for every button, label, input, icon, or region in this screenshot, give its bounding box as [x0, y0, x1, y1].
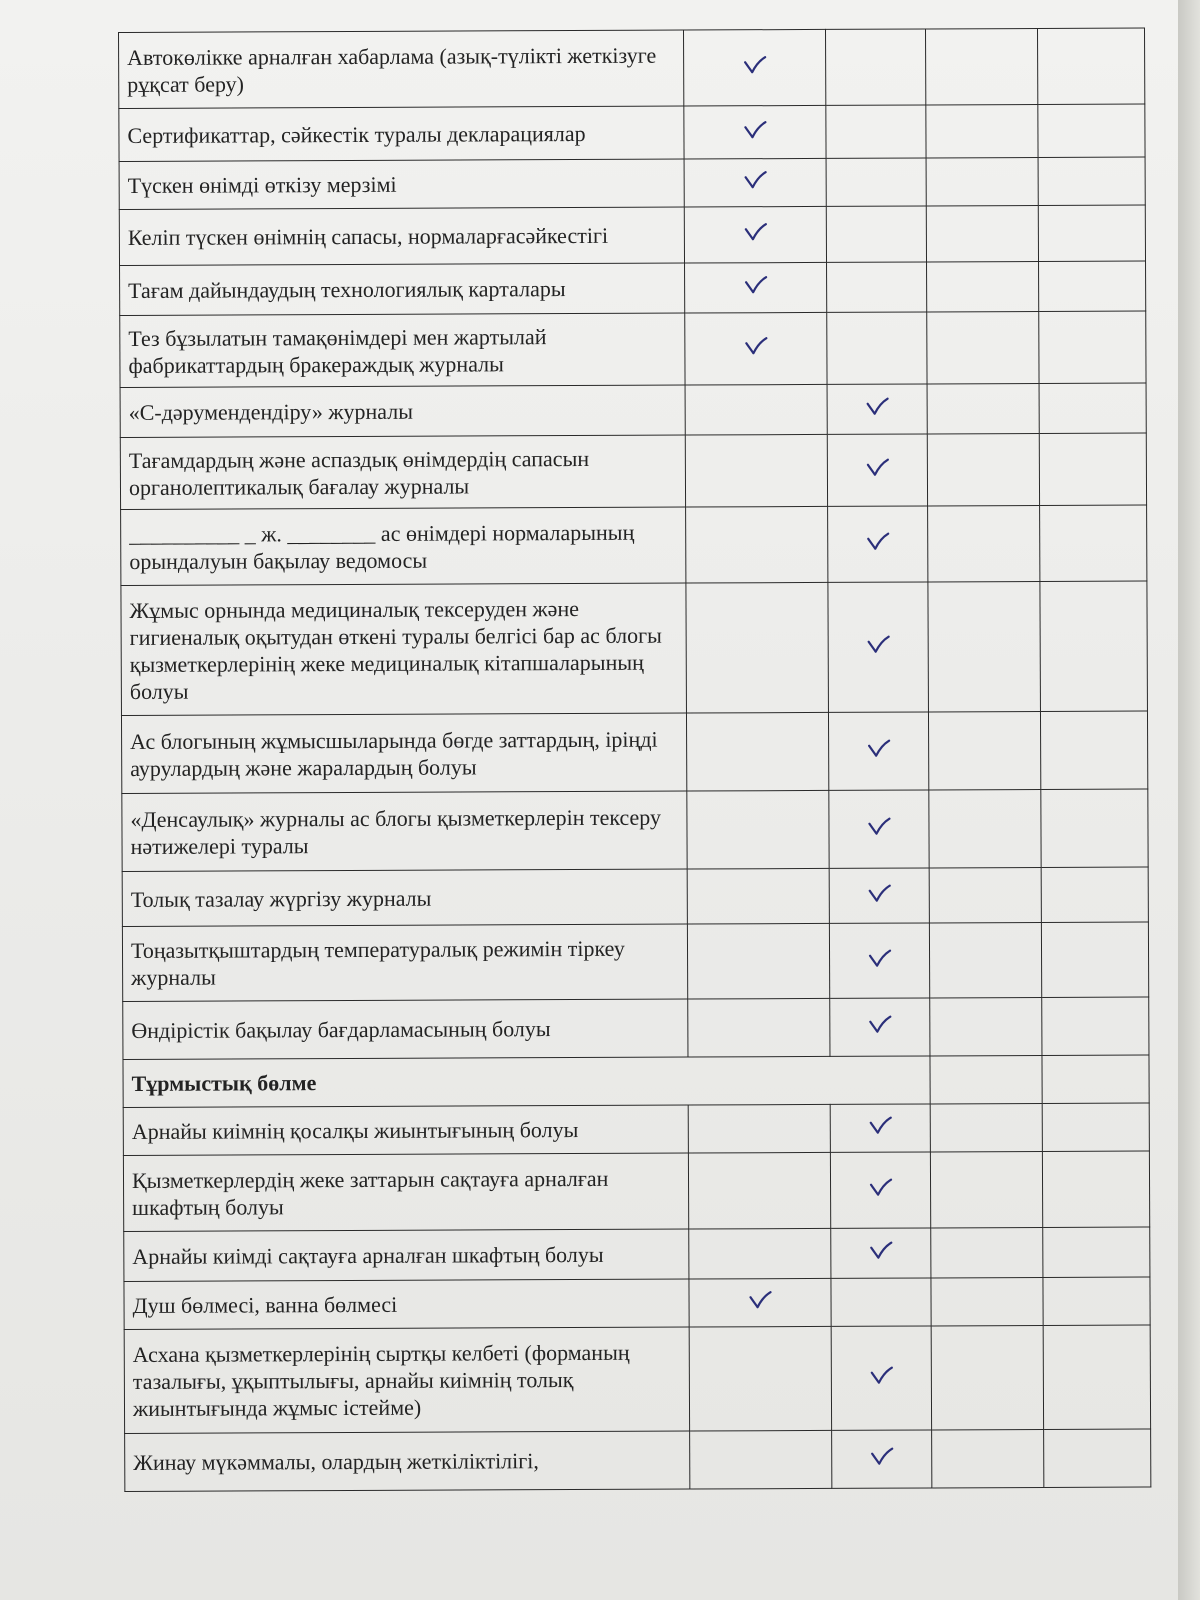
- mark-cell-col-3: [930, 1151, 1042, 1227]
- mark-cell-col-4: [1038, 157, 1145, 205]
- mark-cell-col-2: [831, 1228, 931, 1278]
- mark-cell-col-4: [1040, 505, 1147, 581]
- checklist-item-text: Арнайы киімнің қосалқы жиынтығының болуы: [123, 1105, 688, 1155]
- checklist-item-text: Толық тазалау жүргізу журналы: [122, 869, 687, 926]
- table-row: [124, 1227, 1150, 1281]
- mark-cell-col-2: [829, 923, 929, 998]
- mark-cell-col-3: [926, 205, 1038, 261]
- checkmark-icon: [868, 1116, 892, 1136]
- table-row: [120, 311, 1146, 387]
- checkmark-icon: [868, 1015, 892, 1035]
- checklist-item-text: Тез бұзылатын тамақөнімдері мен жартылай фабрикаттардың бракераждық журналы: [120, 313, 685, 387]
- mark-cell-col-2: [829, 790, 929, 868]
- mark-cell-col-2: [825, 29, 925, 105]
- mark-cell-col-1: [690, 1430, 832, 1489]
- checklist-item-text: Сертификаттар, сәйкестік туралы декларациялар: [119, 106, 684, 161]
- mark-cell-col-3: [932, 1429, 1044, 1487]
- page-edge: [1178, 0, 1200, 1600]
- mark-cell-col-1: [685, 262, 827, 313]
- mark-cell-col-2: [830, 998, 930, 1056]
- checkmark-icon: [868, 948, 892, 968]
- checklist-item-text: Тағамдардың және аспаздық өнімдердің сапасын органолептикалық бағалау журналы: [120, 435, 685, 509]
- mark-cell-col-4: [1041, 867, 1148, 922]
- mark-cell-col-3: [929, 922, 1041, 997]
- mark-cell-col-3: [928, 505, 1040, 581]
- mark-cell-col-2: [827, 384, 927, 434]
- checkmark-icon: [869, 1178, 893, 1198]
- section-row: [123, 1055, 1149, 1107]
- mark-cell-col-2: [826, 105, 926, 158]
- mark-cell-col-4: [1042, 1151, 1149, 1227]
- empty-cell: [930, 1055, 1042, 1103]
- mark-cell-col-2: [830, 1104, 930, 1152]
- mark-cell-col-2: [830, 1152, 930, 1228]
- mark-cell-col-1: [686, 506, 828, 583]
- mark-cell-col-3: [929, 789, 1041, 867]
- table-row: [123, 1103, 1149, 1155]
- mark-cell-col-1: [685, 434, 827, 507]
- table-row: [122, 922, 1148, 1001]
- mark-cell-col-1: [684, 158, 826, 207]
- mark-cell-col-4: [1040, 581, 1148, 711]
- table-row: [119, 28, 1145, 108]
- checkmark-icon: [869, 1241, 893, 1261]
- checkmark-icon: [869, 1366, 893, 1386]
- checkmark-icon: [748, 1290, 772, 1310]
- checkmark-icon: [866, 635, 890, 655]
- checkmark-icon: [866, 532, 890, 552]
- mark-cell-col-1: [687, 868, 829, 924]
- table-row: [121, 505, 1147, 585]
- checklist-item-text: Жинау мүкәммалы, олардың жеткіліктілігі,: [125, 1431, 690, 1491]
- mark-cell-col-1: [689, 1228, 831, 1279]
- mark-cell-col-3: [930, 1103, 1042, 1151]
- mark-cell-col-3: [927, 311, 1039, 383]
- mark-cell-col-3: [927, 433, 1039, 505]
- checkmark-icon: [870, 1447, 894, 1467]
- checklist-item-text: Ас блогының жұмысшыларында бөгде заттардың, іріңді аурулардың және жаралардың болуы: [121, 713, 686, 793]
- checkmark-icon: [867, 883, 891, 903]
- mark-cell-col-1: [684, 206, 826, 263]
- mark-cell-col-4: [1042, 1103, 1149, 1151]
- mark-cell-col-1: [688, 1152, 830, 1229]
- mark-cell-col-4: [1039, 261, 1146, 311]
- table-row: [124, 1325, 1150, 1433]
- checklist-item-text: Қызметкерлердің жеке заттарын сақтауға арналған шкафтың болуы: [123, 1153, 688, 1231]
- table-row: [120, 433, 1146, 509]
- mark-cell-col-2: [829, 868, 929, 923]
- checklist-item-text: Тағам дайындаудың технологиялық карталары: [120, 263, 685, 315]
- table-row: [119, 205, 1145, 265]
- table-row: [124, 1277, 1150, 1329]
- mark-cell-col-4: [1043, 1325, 1150, 1429]
- mark-cell-col-1: [686, 582, 829, 713]
- mark-cell-col-3: [931, 1227, 1043, 1277]
- table-row: [119, 104, 1145, 161]
- empty-cell: [1042, 1055, 1149, 1103]
- mark-cell-col-4: [1038, 205, 1145, 261]
- mark-cell-col-4: [1038, 104, 1145, 157]
- checklist-item-text: Асхана қызметкерлерінің сыртқы келбеті (форманың тазалығы, ұқыптылығы, арнайы киімнің толық жиынтығында жұмыс істейме): [124, 1327, 689, 1433]
- mark-cell-col-2: [827, 312, 927, 384]
- checklist-item-text: Жұмыс орнында медициналық тексеруден және гигиеналық оқытудан өткені туралы белгісі бар ас блогы қызметкерлерінің жеке медициналық кітапшаларының болуы: [121, 583, 687, 715]
- mark-cell-col-4: [1043, 1277, 1150, 1325]
- mark-cell-col-3: [927, 261, 1039, 311]
- mark-cell-col-3: [927, 383, 1039, 433]
- mark-cell-col-3: [930, 997, 1042, 1055]
- mark-cell-col-3: [928, 711, 1040, 789]
- checklist-item-text: Өндірістік бақылау бағдарламасының болуы: [123, 999, 688, 1059]
- mark-cell-col-1: [685, 384, 827, 435]
- mark-cell-col-4: [1039, 311, 1146, 383]
- mark-cell-col-2: [828, 712, 928, 790]
- checkmark-icon: [867, 739, 891, 759]
- mark-cell-col-4: [1037, 28, 1144, 104]
- mark-cell-col-4: [1041, 922, 1148, 997]
- mark-cell-col-3: [929, 867, 1041, 922]
- checkmark-icon: [744, 275, 768, 295]
- mark-cell-col-4: [1040, 711, 1147, 789]
- section-title: Тұрмыстық бөлме: [123, 1056, 930, 1108]
- checklist-item-text: Тоңазытқыштардың температуралық режимін тіркеу журналы: [122, 924, 687, 1001]
- mark-cell-col-1: [688, 1104, 830, 1153]
- mark-cell-col-1: [686, 712, 828, 791]
- table-row: [123, 1151, 1149, 1231]
- mark-cell-col-3: [926, 157, 1038, 205]
- table-row: [119, 157, 1145, 209]
- mark-cell-col-3: [925, 28, 1037, 104]
- checklist-item-text: «Денсаулық» журналы ас блогы қызметкерлерін тексеру нәтижелері туралы: [122, 791, 687, 871]
- table-row: [122, 789, 1148, 871]
- checkmark-icon: [743, 120, 767, 140]
- checklist-item-text: Арнайы киімді сақтауға арналған шкафтың болуы: [124, 1229, 689, 1281]
- checklist-item-text: Душ бөлмесі, ванна бөлмесі: [124, 1279, 689, 1329]
- table-row: [121, 581, 1148, 715]
- checkmark-icon: [865, 458, 889, 478]
- checkmark-icon: [744, 336, 768, 356]
- mark-cell-col-1: [689, 1326, 831, 1431]
- checklist-body: [119, 28, 1151, 1491]
- checklist-item-text: «С-дәрумендендіру» журналы: [120, 385, 685, 437]
- mark-cell-col-2: [826, 206, 926, 262]
- checklist-item-text: Түскен өнімді өткізу мерзімі: [119, 159, 684, 209]
- mark-cell-col-1: [689, 1278, 831, 1327]
- mark-cell-col-2: [831, 1278, 931, 1326]
- mark-cell-col-1: [683, 29, 825, 106]
- table-row: [121, 711, 1147, 793]
- mark-cell-col-4: [1041, 789, 1148, 867]
- checkmark-icon: [743, 55, 767, 75]
- mark-cell-col-4: [1039, 433, 1146, 505]
- checklist-item-text: Автокөлікке арналған хабарлама (азық-түлікті жеткізуге рұқсат беру): [119, 30, 684, 108]
- checkmark-icon: [743, 222, 767, 242]
- mark-cell-col-3: [931, 1325, 1043, 1429]
- mark-cell-col-3: [926, 104, 1038, 157]
- table-row: [125, 1429, 1151, 1491]
- checkmark-icon: [743, 170, 767, 190]
- mark-cell-col-2: [827, 434, 927, 506]
- mark-cell-col-2: [831, 1326, 931, 1430]
- mark-cell-col-2: [827, 262, 927, 312]
- mark-cell-col-2: [828, 506, 928, 582]
- mark-cell-col-1: [685, 312, 827, 385]
- mark-cell-col-2: [826, 158, 926, 206]
- checklist-item-text: __________ _ ж. ________ ас өнімдері нормаларының орындалуын бақылау ведомосы: [121, 507, 686, 585]
- mark-cell-col-2: [828, 582, 929, 712]
- mark-cell-col-1: [688, 998, 830, 1057]
- mark-cell-col-2: [832, 1430, 932, 1488]
- checkmark-icon: [867, 817, 891, 837]
- table-row: [120, 261, 1146, 315]
- mark-cell-col-4: [1043, 1227, 1150, 1277]
- mark-cell-col-4: [1044, 1429, 1151, 1487]
- checklist-item-text: Келіп түскен өнімнің сапасы, нормаларғасәйкестігі: [119, 207, 684, 265]
- checkmark-icon: [865, 397, 889, 417]
- mark-cell-col-3: [928, 581, 1041, 711]
- mark-cell-col-4: [1042, 997, 1149, 1055]
- mark-cell-col-1: [687, 790, 829, 869]
- table-row: [120, 383, 1146, 437]
- table-row: [122, 867, 1148, 926]
- table-row: [123, 997, 1149, 1059]
- mark-cell-col-3: [931, 1277, 1043, 1325]
- checklist-table: [118, 28, 1151, 1492]
- mark-cell-col-1: [687, 923, 829, 999]
- mark-cell-col-4: [1039, 383, 1146, 433]
- mark-cell-col-1: [684, 105, 826, 159]
